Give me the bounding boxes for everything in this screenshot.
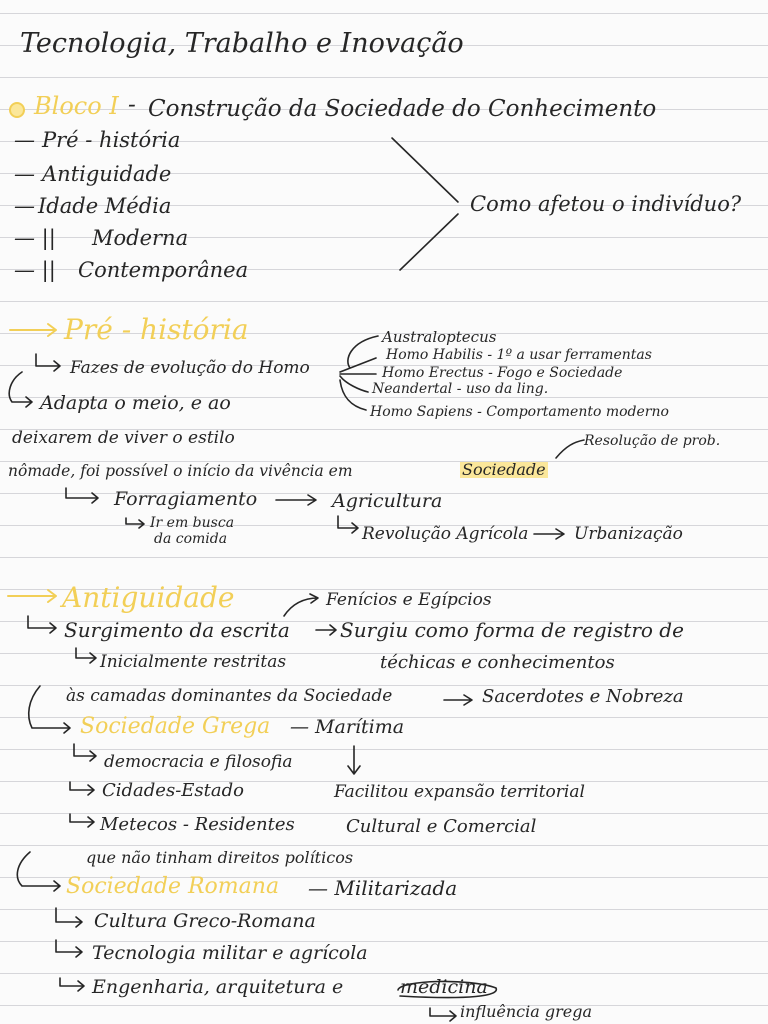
bracket-grega	[29, 686, 70, 733]
section-heading-antiguidade: Antiguidade	[62, 581, 235, 614]
species-item: Homo Erectus - Fogo e Sociedade	[382, 365, 623, 381]
influencia-text: influência grega	[460, 1002, 593, 1021]
species-item: Australoptecus	[382, 328, 497, 346]
urbanizacao-text: Urbanização	[574, 524, 683, 544]
agricultura-text: Agricultura	[332, 490, 443, 512]
section-heading-prehistoria: Pré - história	[64, 313, 249, 346]
ir-em-busca-text: Ir em busca	[150, 515, 235, 531]
nomade-text: nômade, foi possível o início da vivência em	[8, 462, 353, 480]
grega-heading: Sociedade Grega	[80, 714, 271, 739]
romana-heading: Sociedade Romana	[66, 874, 280, 899]
page-title: Tecnologia, Trabalho e Inovação	[20, 28, 464, 59]
period-prefix: —	[14, 162, 35, 186]
fazes-text: Fazes de evolução do Homo	[70, 358, 310, 378]
period-item: Antiguidade	[42, 162, 172, 186]
sacerdotes-text: Sacerdotes e Nobreza	[482, 686, 684, 707]
bracket-line-bottom	[400, 214, 458, 270]
hook-arrow-inicialmente	[76, 648, 96, 663]
resolucao-pointer	[556, 440, 584, 458]
hook-arrow-influencia	[430, 1008, 456, 1021]
species-item: Neandertal - uso da ling.	[372, 381, 549, 397]
heading-arrow-antiguidade	[8, 590, 56, 602]
arrow-fenicios	[284, 594, 318, 616]
tecnicas-text: téchicas e conhecimentos	[380, 652, 615, 673]
hook-arrow-revolucao	[338, 516, 358, 533]
hook-arrow-democracia	[74, 744, 96, 761]
tecnologia-text: Tecnologia militar e agrícola	[92, 942, 368, 964]
hook-arrow-adapta	[9, 372, 32, 407]
cidades-text: Cidades-Estado	[102, 780, 244, 801]
hook-arrow-cultura	[56, 908, 82, 927]
resolucao-text: Resolução de prob.	[584, 433, 721, 449]
bloco-dash: -	[128, 92, 136, 118]
maritima-text: — Marítima	[290, 716, 405, 738]
cultural-text: Cultural e Comercial	[346, 816, 537, 837]
arrow-forr-agri	[276, 495, 316, 505]
camadas-text: às camadas dominantes da Sociedade	[66, 686, 393, 706]
hook-arrow-ir-em-busca	[126, 518, 144, 528]
period-prefix: — ||	[14, 226, 56, 250]
cultura-text: Cultura Greco-Romana	[94, 910, 316, 932]
species-brace	[340, 336, 378, 410]
period-item: Moderna	[92, 226, 189, 250]
heading-arrow-prehistoria	[10, 324, 56, 336]
period-item: Idade Média	[38, 194, 172, 218]
engenharia-text: Engenharia, arquitetura e	[92, 976, 344, 998]
revolucao-text: Revolução Agrícola	[362, 524, 529, 544]
democracia-text: democracia e filosofia	[104, 752, 293, 772]
arrow-camadas-sacerdotes	[444, 695, 472, 705]
down-arrow-maritima	[348, 746, 360, 774]
adapta-text: Adapta o meio, e ao	[40, 392, 231, 414]
period-prefix: — ||	[14, 258, 56, 282]
forragiamento-text: Forragiamento	[114, 488, 258, 510]
period-item: Pré - história	[42, 128, 181, 152]
medicina-text: medicina	[400, 976, 488, 998]
surgiu-text: Surgiu como forma de registro de	[340, 618, 684, 642]
bracket-romana	[17, 852, 60, 891]
facilitou-text: Facilitou expansão territorial	[334, 782, 585, 802]
period-item: Contemporânea	[78, 258, 249, 282]
period-prefix: —	[14, 128, 35, 152]
da-comida-text: da comida	[154, 531, 228, 547]
species-item: Homo Sapiens - Comportamento moderno	[370, 404, 669, 420]
inicialmente-text: Inicialmente restritas	[100, 652, 287, 672]
bloco-label: Bloco I	[34, 92, 119, 120]
hook-arrow-cidades	[70, 782, 94, 795]
question-text: Como afetou o indivíduo?	[470, 192, 742, 216]
flower-icon	[10, 103, 24, 117]
hook-arrow-surgimento	[28, 616, 56, 633]
bracket-line-top	[392, 138, 458, 202]
que-nao-text: que não tinham direitos políticos	[86, 848, 354, 867]
hook-arrow-metecos	[70, 814, 94, 827]
hook-arrow-tecnologia	[56, 940, 82, 957]
species-item: Homo Habilis - 1º a usar ferramentas	[386, 347, 652, 363]
militarizada-text: — Militarizada	[308, 876, 458, 900]
hook-arrow-engenharia	[60, 978, 84, 991]
fenicios-text: Fenícios e Egípcios	[326, 590, 492, 610]
period-prefix: —	[14, 194, 35, 218]
hook-arrow-fazes	[36, 354, 60, 371]
metecos-text: Metecos - Residentes	[100, 814, 295, 835]
deixarem-text: deixarem de viver o estilo	[12, 428, 235, 448]
arrow-escrita-surgiu	[316, 625, 336, 635]
sociedade-highlight: Sociedade	[462, 460, 546, 479]
bloco-title: Construção da Sociedade do Conhecimento	[148, 96, 657, 122]
surgimento-text: Surgimento da escrita	[64, 618, 290, 642]
hook-arrow-forragiamento	[66, 488, 98, 503]
arrow-rev-urb	[534, 529, 564, 539]
